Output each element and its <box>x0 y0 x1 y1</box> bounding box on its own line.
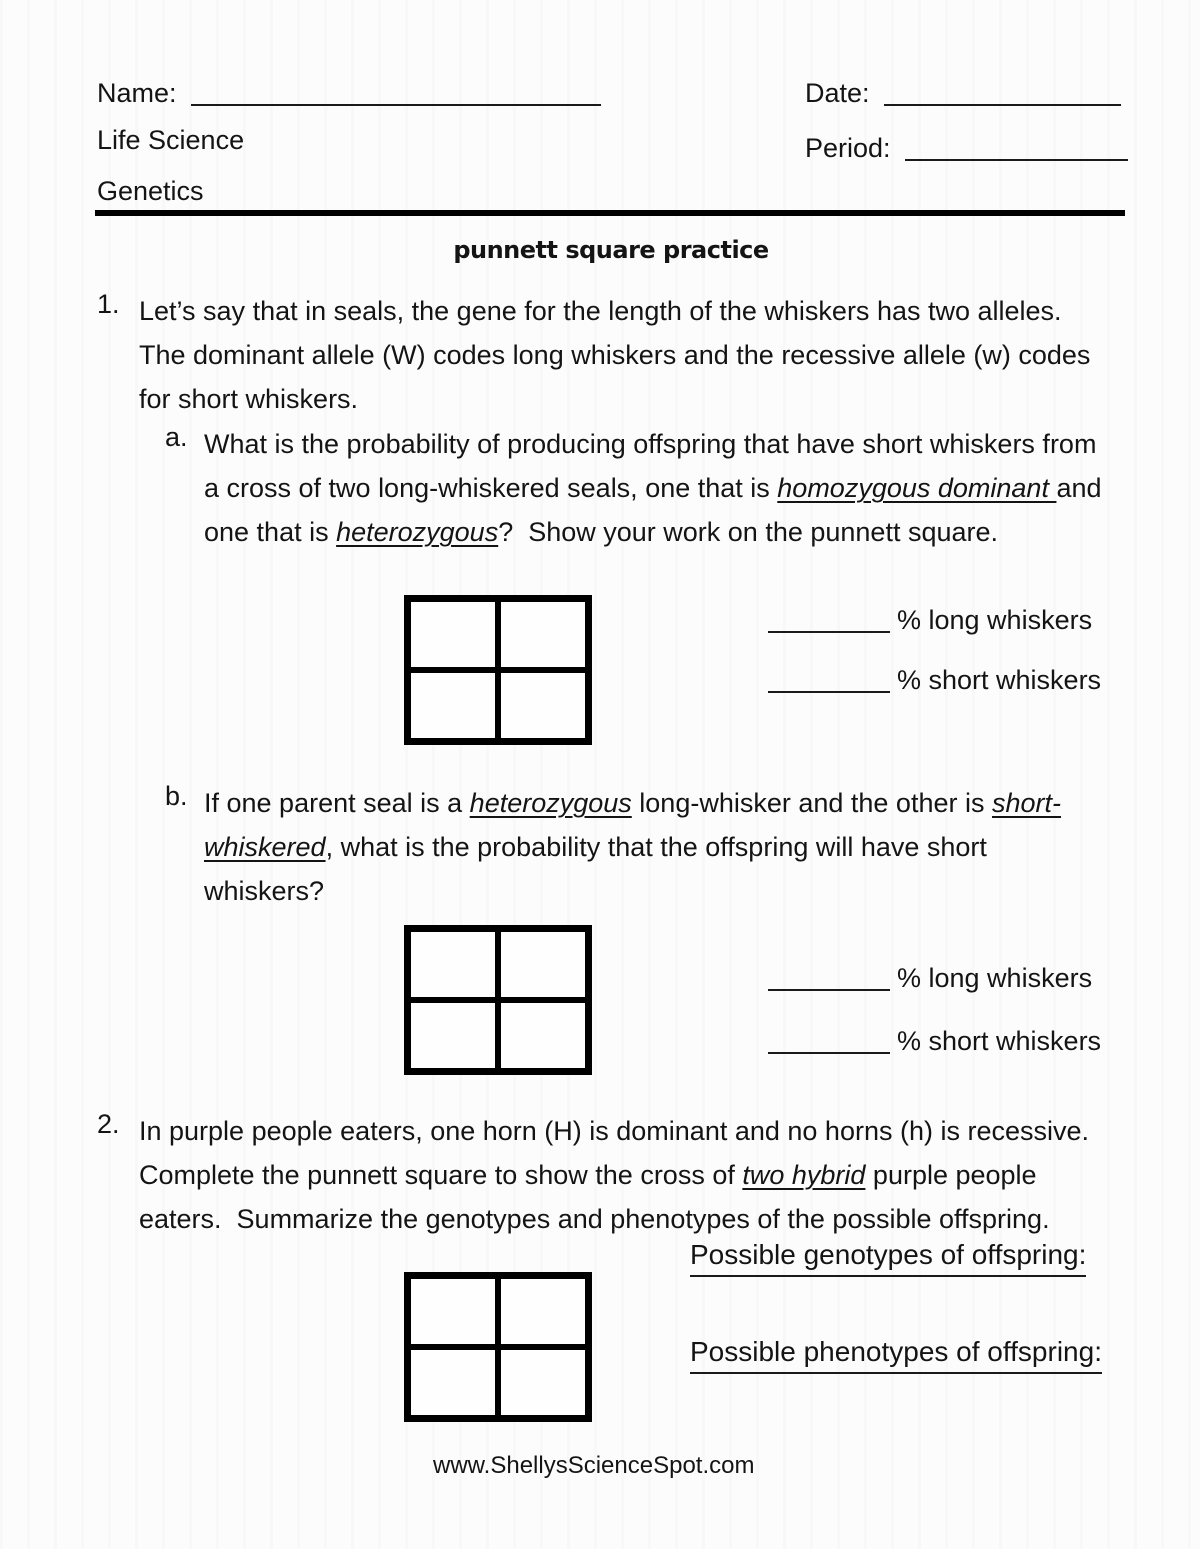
question-1-text <box>139 289 1090 421</box>
question-2-text <box>139 1109 1089 1241</box>
text-line: whiskered, what is the probability that the offspring will have short <box>204 832 987 862</box>
header-divider-rule <box>95 210 1125 216</box>
answer-blank-line <box>768 1052 890 1054</box>
name-row <box>97 78 601 109</box>
text-line: whiskers? <box>204 876 325 906</box>
question-1a-label: a. <box>165 422 188 452</box>
course-label: Life Science <box>97 125 245 155</box>
phenotypes-heading: Possible phenotypes of offspring: <box>690 1336 1102 1374</box>
period-label: Period: <box>805 133 891 163</box>
answer-row-1b-short <box>768 1026 1101 1057</box>
date-label: Date: <box>805 78 870 108</box>
text-line: one that is heterozygous? Show your work on the punnett square. <box>204 517 999 547</box>
question-1b-label: b. <box>165 781 188 811</box>
question-2-number: 2. <box>97 1109 120 1139</box>
text-line: What is the probability of producing offspring that have short whiskers from <box>204 429 1097 459</box>
text-line: eaters. Summarize the genotypes and phenotypes of the possible offspring. <box>139 1204 1050 1234</box>
punnett-square-3 <box>404 1272 592 1422</box>
punnett-square-2 <box>404 925 592 1075</box>
name-blank-line <box>191 104 601 106</box>
text-line: In purple people eaters, one horn (H) is dominant and no horns (h) is recessive. <box>139 1116 1090 1146</box>
question-1-number: 1. <box>97 289 120 319</box>
punnett-square-1 <box>404 595 592 745</box>
footer-url: www.ShellysScienceSpot.com <box>433 1452 755 1479</box>
page-title: punnett square practice <box>453 236 769 264</box>
answer-row-1a-long <box>768 605 1092 636</box>
answer-blank-line <box>768 989 890 991</box>
text-line: Complete the punnett square to show the cross of two hybrid purple people <box>139 1160 1037 1190</box>
long-whiskers-label: % long whiskers <box>897 963 1093 993</box>
text-line: Let’s say that in seals, the gene for the length of the whiskers has two alleles. <box>139 296 1062 326</box>
short-whiskers-label: % short whiskers <box>897 665 1102 695</box>
date-blank-line <box>884 104 1121 106</box>
long-whiskers-label: % long whiskers <box>897 605 1093 635</box>
text-line: for short whiskers. <box>139 384 359 414</box>
question-1a-text <box>204 422 1102 554</box>
name-label: Name: <box>97 78 177 108</box>
date-row <box>805 78 1121 109</box>
period-blank-line <box>905 159 1128 161</box>
punnett-square-1-horizontal-divider <box>411 667 585 673</box>
answer-row-1a-short <box>768 665 1101 696</box>
genotypes-heading: Possible genotypes of offspring: <box>690 1239 1086 1277</box>
punnett-square-3-horizontal-divider <box>411 1344 585 1350</box>
period-row <box>805 133 1128 164</box>
punnett-square-2-horizontal-divider <box>411 997 585 1003</box>
answer-row-1b-long <box>768 963 1092 994</box>
unit-label: Genetics <box>97 176 204 206</box>
text-line: a cross of two long-whiskered seals, one that is homozygous dominant and <box>204 473 1102 503</box>
answer-blank-line <box>768 631 890 633</box>
short-whiskers-label: % short whiskers <box>897 1026 1102 1056</box>
question-1b-text <box>204 781 1061 913</box>
text-line: If one parent seal is a heterozygous long-whisker and the other is short- <box>204 788 1062 818</box>
answer-blank-line <box>768 691 890 693</box>
text-line: The dominant allele (W) codes long whiskers and the recessive allele (w) codes <box>139 340 1091 370</box>
